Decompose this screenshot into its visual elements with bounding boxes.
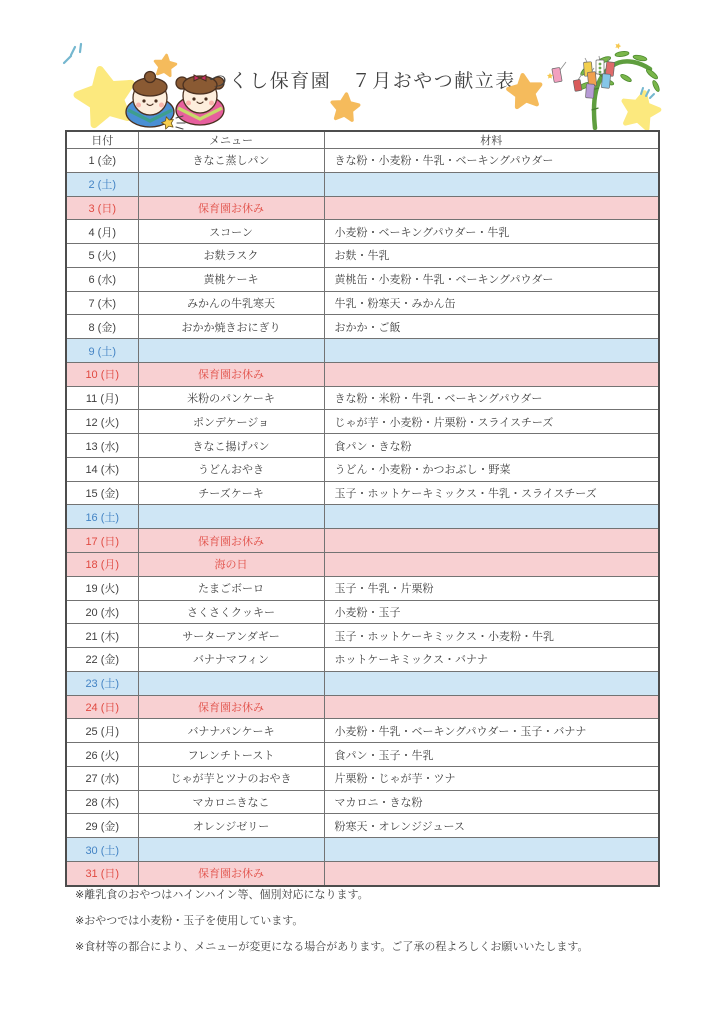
ingredients-cell	[324, 339, 659, 363]
date-cell: 23 (土)	[66, 671, 138, 695]
footnotes	[75, 889, 588, 953]
ingredients-column-header: 材料	[324, 131, 659, 149]
table-row	[66, 267, 659, 291]
menu-cell: じゃが芋とツナのおやき	[138, 766, 324, 790]
date-cell: 2 (土)	[66, 172, 138, 196]
date-cell: 25 (月)	[66, 719, 138, 743]
table-row	[66, 220, 659, 244]
date-cell: 21 (木)	[66, 624, 138, 648]
menu-cell: 保育園お休み	[138, 529, 324, 553]
menu-cell: きなこ揚げパン	[138, 434, 324, 458]
table-row	[66, 196, 659, 220]
table-row	[66, 291, 659, 315]
table-row	[66, 624, 659, 648]
ingredients-cell: お麩・牛乳	[324, 244, 659, 268]
table-row	[66, 553, 659, 577]
menu-cell: バナナマフィン	[138, 648, 324, 672]
footnote: ※おやつでは小麦粉・玉子を使用しています。	[75, 915, 304, 927]
table-row	[66, 576, 659, 600]
ingredients-cell: 食パン・玉子・牛乳	[324, 743, 659, 767]
table-row	[66, 529, 659, 553]
menu-cell: サーターアンダギー	[138, 624, 324, 648]
table-row	[66, 790, 659, 814]
ingredients-cell: マカロニ・きな粉	[324, 790, 659, 814]
date-cell: 22 (金)	[66, 648, 138, 672]
snack-menu-table	[65, 130, 660, 887]
table-row	[66, 315, 659, 339]
footnote: ※食材等の都合により、メニューが変更になる場合があります。ご了承の程よろしくお願いいたします。	[75, 941, 589, 953]
ingredients-cell	[324, 505, 659, 529]
table-row	[66, 814, 659, 838]
date-cell: 26 (火)	[66, 743, 138, 767]
menu-cell: 黄桃ケーキ	[138, 267, 324, 291]
table-header-row	[66, 131, 659, 149]
table-row	[66, 695, 659, 719]
table-row	[66, 861, 659, 886]
date-cell: 30 (土)	[66, 838, 138, 862]
table-row	[66, 766, 659, 790]
star-icon	[507, 73, 543, 108]
table-row	[66, 172, 659, 196]
menu-column-header: メニュー	[138, 131, 324, 149]
date-cell: 6 (水)	[66, 267, 138, 291]
menu-cell	[138, 172, 324, 196]
ingredients-cell	[324, 838, 659, 862]
date-cell: 7 (木)	[66, 291, 138, 315]
menu-table-body	[66, 149, 659, 887]
menu-cell: たまごボーロ	[138, 576, 324, 600]
date-cell: 8 (金)	[66, 315, 138, 339]
date-cell: 24 (日)	[66, 695, 138, 719]
date-cell: 3 (日)	[66, 196, 138, 220]
date-cell: 13 (水)	[66, 434, 138, 458]
ingredients-cell	[324, 362, 659, 386]
menu-cell: 米粉のパンケーキ	[138, 386, 324, 410]
menu-cell: 保育園お休み	[138, 695, 324, 719]
table-row	[66, 481, 659, 505]
ingredients-cell	[324, 529, 659, 553]
table-row	[66, 743, 659, 767]
ingredients-cell: 食パン・きな粉	[324, 434, 659, 458]
menu-cell: さくさくクッキー	[138, 600, 324, 624]
date-cell: 14 (木)	[66, 457, 138, 481]
date-cell: 18 (月)	[66, 553, 138, 577]
table-row	[66, 838, 659, 862]
ingredients-cell: うどん・小麦粉・かつおぶし・野菜	[324, 457, 659, 481]
menu-cell: みかんの牛乳寒天	[138, 291, 324, 315]
menu-cell	[138, 339, 324, 363]
menu-cell: フレンチトースト	[138, 743, 324, 767]
date-cell: 4 (月)	[66, 220, 138, 244]
date-cell: 9 (土)	[66, 339, 138, 363]
date-cell: 16 (土)	[66, 505, 138, 529]
menu-cell: 保育園お休み	[138, 861, 324, 886]
table-row	[66, 410, 659, 434]
ingredients-cell: 小麦粉・牛乳・ベーキングパウダー・玉子・バナナ	[324, 719, 659, 743]
menu-cell: おかか焼きおにぎり	[138, 315, 324, 339]
ingredients-cell: きな粉・小麦粉・牛乳・ベーキングパウダー	[324, 149, 659, 173]
ingredients-cell: おかか・ご飯	[324, 315, 659, 339]
ingredients-cell: 玉子・牛乳・片栗粉	[324, 576, 659, 600]
table-row	[66, 362, 659, 386]
date-cell: 11 (月)	[66, 386, 138, 410]
date-cell: 29 (金)	[66, 814, 138, 838]
table-row	[66, 386, 659, 410]
ingredients-cell	[324, 671, 659, 695]
menu-cell: うどんおやき	[138, 457, 324, 481]
star-icon	[328, 92, 362, 126]
table-row	[66, 671, 659, 695]
date-cell: 10 (日)	[66, 362, 138, 386]
ingredients-cell: きな粉・米粉・牛乳・ベーキングパウダー	[324, 386, 659, 410]
ingredients-cell: 粉寒天・オレンジジュース	[324, 814, 659, 838]
ingredients-cell: 小麦粉・玉子	[324, 600, 659, 624]
menu-cell: マカロニきなこ	[138, 790, 324, 814]
date-cell: 19 (火)	[66, 576, 138, 600]
ingredients-cell: じゃが芋・小麦粉・片栗粉・スライスチーズ	[324, 410, 659, 434]
table-row	[66, 244, 659, 268]
menu-cell	[138, 505, 324, 529]
menu-cell: 海の日	[138, 553, 324, 577]
table-row	[66, 600, 659, 624]
ingredients-cell: 片栗粉・じゃが芋・ツナ	[324, 766, 659, 790]
menu-cell: 保育園お休み	[138, 196, 324, 220]
menu-cell: チーズケーキ	[138, 481, 324, 505]
sparkle-lines-icon	[64, 44, 81, 63]
menu-cell: オレンジゼリー	[138, 814, 324, 838]
date-column-header: 日付	[66, 131, 138, 149]
date-cell: 1 (金)	[66, 149, 138, 173]
footnote: ※離乳食のおやつはハインハイン等、個別対応になります。	[75, 889, 369, 901]
date-cell: 12 (火)	[66, 410, 138, 434]
menu-cell: きなこ蒸しパン	[138, 149, 324, 173]
date-cell: 5 (火)	[66, 244, 138, 268]
menu-cell: スコーン	[138, 220, 324, 244]
table-row	[66, 648, 659, 672]
table-row	[66, 339, 659, 363]
page-title: つくし保育園 ７月おやつ献立表	[208, 71, 516, 92]
ingredients-cell	[324, 553, 659, 577]
date-cell: 27 (水)	[66, 766, 138, 790]
table-row	[66, 149, 659, 173]
table-row	[66, 719, 659, 743]
menu-cell: バナナパンケーキ	[138, 719, 324, 743]
menu-cell	[138, 838, 324, 862]
date-cell: 20 (水)	[66, 600, 138, 624]
ingredients-cell	[324, 172, 659, 196]
menu-cell: 保育園お休み	[138, 362, 324, 386]
date-cell: 28 (木)	[66, 790, 138, 814]
ingredients-cell: 小麦粉・ベーキングパウダー・牛乳	[324, 220, 659, 244]
ingredients-cell: 牛乳・粉寒天・みかん缶	[324, 291, 659, 315]
ingredients-cell: 玉子・ホットケーキミックス・小麦粉・牛乳	[324, 624, 659, 648]
ingredients-cell: ホットケーキミックス・バナナ	[324, 648, 659, 672]
header-right-decoration	[500, 38, 670, 133]
ingredients-cell	[324, 861, 659, 886]
date-cell: 17 (日)	[66, 529, 138, 553]
date-cell: 31 (日)	[66, 861, 138, 886]
date-cell: 15 (金)	[66, 481, 138, 505]
ingredients-cell	[324, 695, 659, 719]
ingredients-cell	[324, 196, 659, 220]
table-row	[66, 457, 659, 481]
ingredients-cell: 玉子・ホットケーキミックス・牛乳・スライスチーズ	[324, 481, 659, 505]
table-row	[66, 505, 659, 529]
table-row	[66, 434, 659, 458]
menu-cell	[138, 671, 324, 695]
ingredients-cell: 黄桃缶・小麦粉・牛乳・ベーキングパウダー	[324, 267, 659, 291]
menu-cell: お麩ラスク	[138, 244, 324, 268]
menu-cell: ポンデケージョ	[138, 410, 324, 434]
